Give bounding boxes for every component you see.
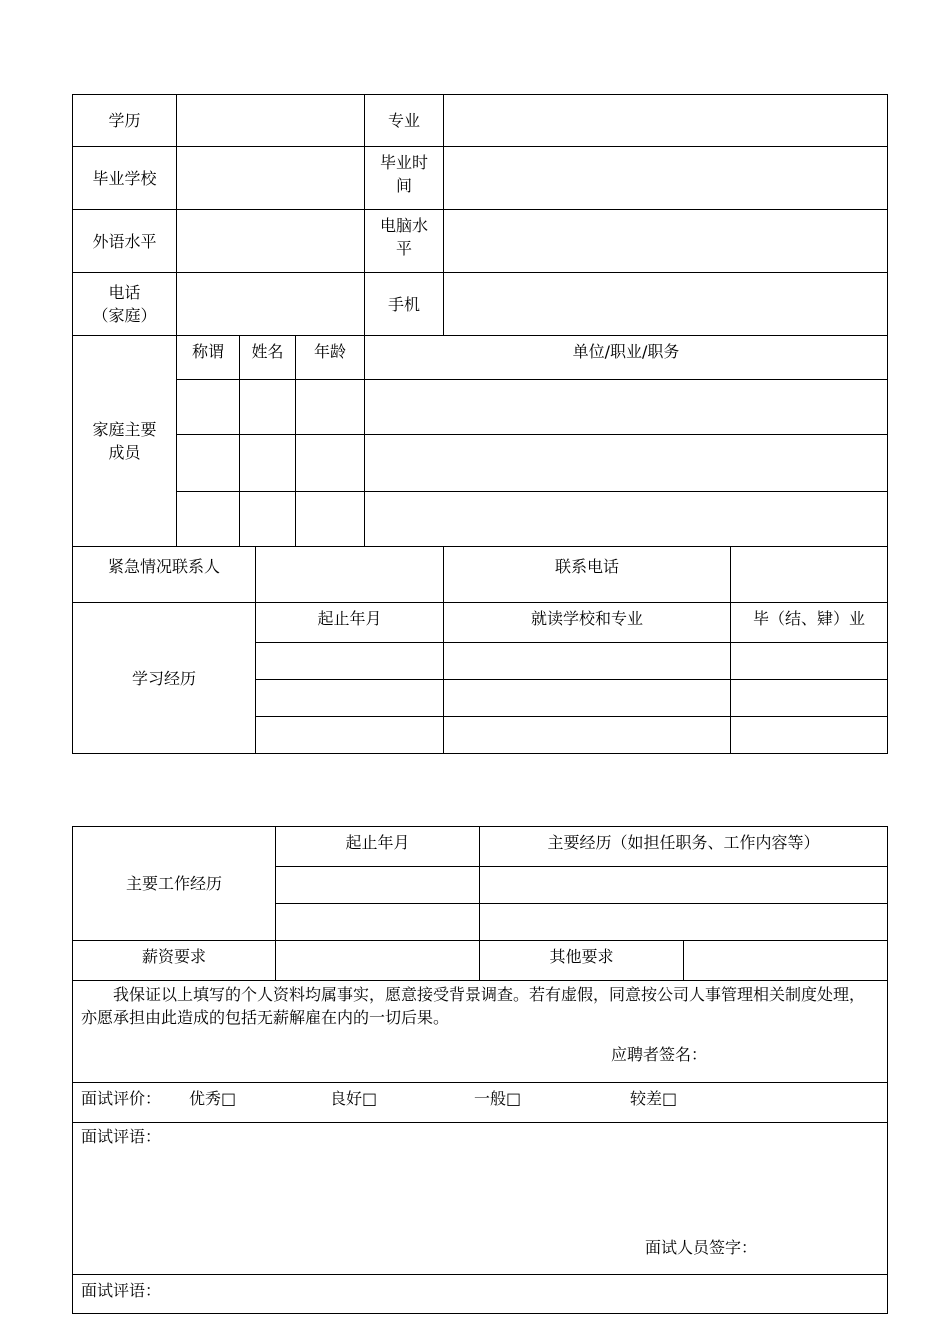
education-field[interactable] [177,95,365,147]
work-header-experience: 主要经历（如担任职务、工作内容等） [480,827,888,867]
phone-home-field[interactable] [177,273,365,336]
study-status-field[interactable] [731,643,888,680]
language-label: 外语水平 [73,210,177,273]
phone-home-label-line2: （家庭） [92,306,157,325]
comment-label-2[interactable]: 面试评语： [73,1275,888,1314]
study-status-field[interactable] [731,680,888,717]
contact-phone-label: 联系电话 [444,547,731,603]
family-relation-field[interactable] [177,492,240,547]
school-label: 毕业学校 [73,147,177,210]
study-header-period: 起止年月 [256,603,444,643]
family-name-field[interactable] [240,380,296,435]
family-header-employer: 单位/职业/职务 [365,336,888,380]
rating-option-poor[interactable]: 较差□ [630,1089,678,1108]
interviewer-sign-label: 面试人员签字： [645,1238,758,1257]
family-age-field[interactable] [296,492,365,547]
study-period-field[interactable] [256,680,444,717]
work-experience-field[interactable] [480,904,888,941]
applicant-sign-label: 应聘者签名： [611,1045,708,1064]
family-header-name: 姓名 [240,336,296,380]
school-field[interactable] [177,147,365,210]
study-status-field[interactable] [731,717,888,754]
family-relation-field[interactable] [177,435,240,492]
study-period-field[interactable] [256,643,444,680]
family-relation-field[interactable] [177,380,240,435]
contact-phone-field[interactable] [731,547,888,603]
family-employer-field[interactable] [365,492,888,547]
application-form-table-1 [72,94,888,754]
emergency-field[interactable] [256,547,444,603]
study-header-status: 毕（结、肄）业 [731,603,888,643]
family-label: 家庭主要成员 [73,336,177,547]
rating-row [73,1083,888,1123]
emergency-label: 紧急情况联系人 [73,547,256,603]
phone-home-label-line1: 电话 [108,283,141,302]
other-field[interactable] [684,941,888,981]
grad-time-label: 毕业时间 [365,147,444,210]
salary-label: 薪资要求 [73,941,276,981]
comment-cell[interactable] [73,1123,888,1275]
mobile-field[interactable] [444,273,888,336]
rating-label: 面试评价： [81,1089,162,1108]
study-period-field[interactable] [256,717,444,754]
work-period-field[interactable] [276,867,480,904]
rating-option-excellent[interactable]: 优秀□ [189,1089,237,1108]
family-header-relation: 称谓 [177,336,240,380]
education-label: 学历 [73,95,177,147]
family-employer-field[interactable] [365,380,888,435]
family-name-field[interactable] [240,435,296,492]
study-label: 学习经历 [73,603,256,754]
application-form-table-2 [72,826,888,1314]
study-school-field[interactable] [444,680,731,717]
family-employer-field[interactable] [365,435,888,492]
study-school-field[interactable] [444,717,731,754]
rating-option-good[interactable]: 良好□ [330,1089,378,1108]
study-school-field[interactable] [444,643,731,680]
pledge-cell [73,981,888,1083]
salary-field[interactable] [276,941,480,981]
work-label: 主要工作经历 [73,827,276,941]
computer-field[interactable] [444,210,888,273]
family-name-field[interactable] [240,492,296,547]
other-label: 其他要求 [480,941,684,981]
major-field[interactable] [444,95,888,147]
rating-option-average[interactable]: 一般□ [474,1089,522,1108]
family-age-field[interactable] [296,380,365,435]
work-experience-field[interactable] [480,867,888,904]
family-header-age: 年龄 [296,336,365,380]
mobile-label: 手机 [365,273,444,336]
work-header-period: 起止年月 [276,827,480,867]
study-header-school: 就读学校和专业 [444,603,731,643]
work-period-field[interactable] [276,904,480,941]
major-label: 专业 [365,95,444,147]
family-age-field[interactable] [296,435,365,492]
pledge-text: 我保证以上填写的个人资料均属事实，愿意接受背景调查。若有虚假，同意按公司人事管理相关制度处理，亦愿承担由此造成的包括无薪解雇在内的一切后果。 [81,985,866,1027]
computer-label: 电脑水平 [365,210,444,273]
comment-label: 面试评语： [81,1127,162,1146]
language-field[interactable] [177,210,365,273]
grad-time-field[interactable] [444,147,888,210]
phone-home-label [73,273,177,336]
